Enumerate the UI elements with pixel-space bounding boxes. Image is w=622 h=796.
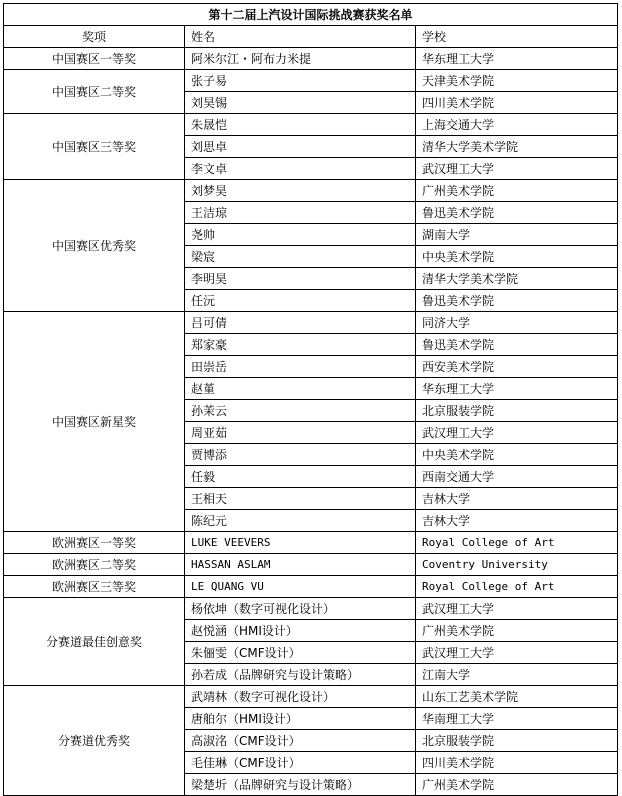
name-cell: 张子易	[185, 70, 416, 92]
name-cell: 吕可倩	[185, 312, 416, 334]
name-cell: 刘梦昊	[185, 180, 416, 202]
school-cell: 西安美术学院	[416, 356, 618, 378]
school-cell: 同济大学	[416, 312, 618, 334]
table-row	[4, 312, 618, 334]
school-cell: 天津美术学院	[416, 70, 618, 92]
school-cell: 四川美术学院	[416, 752, 618, 774]
name-cell: 梁楚圻（品牌研究与设计策略）	[185, 774, 416, 796]
award-cell: 欧洲赛区二等奖	[4, 554, 185, 576]
header-school: 学校	[416, 26, 618, 48]
name-cell: HASSAN ASLAM	[185, 554, 416, 576]
school-cell: 吉林大学	[416, 488, 618, 510]
school-cell: 上海交通大学	[416, 114, 618, 136]
name-cell: 阿米尔江・阿布力米提	[185, 48, 416, 70]
name-cell: 李文卓	[185, 158, 416, 180]
name-cell: 杨依坤（数字可视化设计）	[185, 598, 416, 620]
school-cell: 武汉理工大学	[416, 642, 618, 664]
school-cell: 清华大学美术学院	[416, 268, 618, 290]
name-cell: LE QUANG VU	[185, 576, 416, 598]
name-cell: 梁宸	[185, 246, 416, 268]
name-cell: 任沅	[185, 290, 416, 312]
award-cell: 中国赛区一等奖	[4, 48, 185, 70]
school-cell: 北京服装学院	[416, 400, 618, 422]
school-cell: 广州美术学院	[416, 774, 618, 796]
name-cell: 周亚茹	[185, 422, 416, 444]
table-row	[4, 598, 618, 620]
header-name: 姓名	[185, 26, 416, 48]
school-cell: 江南大学	[416, 664, 618, 686]
name-cell: 赵悦涵（HMI设计）	[185, 620, 416, 642]
school-cell: 四川美术学院	[416, 92, 618, 114]
name-cell: 李明昊	[185, 268, 416, 290]
school-cell: 湖南大学	[416, 224, 618, 246]
award-cell: 欧洲赛区一等奖	[4, 532, 185, 554]
school-cell: 武汉理工大学	[416, 598, 618, 620]
table-title: 第十二届上汽设计国际挑战赛获奖名单	[4, 4, 618, 26]
school-cell: Coventry University	[416, 554, 618, 576]
name-cell: 高淑洺（CMF设计）	[185, 730, 416, 752]
school-cell: 中央美术学院	[416, 246, 618, 268]
title-row	[4, 4, 618, 26]
award-cell: 中国赛区新星奖	[4, 312, 185, 532]
table-row	[4, 180, 618, 202]
award-cell: 欧洲赛区三等奖	[4, 576, 185, 598]
header-row	[4, 26, 618, 48]
award-cell: 中国赛区二等奖	[4, 70, 185, 114]
name-cell: 唐舶尔（HMI设计）	[185, 708, 416, 730]
school-cell: 鲁迅美术学院	[416, 290, 618, 312]
award-cell: 分赛道优秀奖	[4, 686, 185, 796]
table-body	[4, 48, 618, 796]
school-cell: 武汉理工大学	[416, 158, 618, 180]
school-cell: 西南交通大学	[416, 466, 618, 488]
table-row	[4, 114, 618, 136]
name-cell: 田崇岳	[185, 356, 416, 378]
table-row	[4, 686, 618, 708]
school-cell: 武汉理工大学	[416, 422, 618, 444]
school-cell: Royal College of Art	[416, 576, 618, 598]
name-cell: 刘昊锡	[185, 92, 416, 114]
school-cell: 清华大学美术学院	[416, 136, 618, 158]
name-cell: 毛佳琳（CMF设计）	[185, 752, 416, 774]
name-cell: 孙若成（品牌研究与设计策略）	[185, 664, 416, 686]
name-cell: 贾博添	[185, 444, 416, 466]
name-cell: LUKE VEEVERS	[185, 532, 416, 554]
name-cell: 孙茉云	[185, 400, 416, 422]
table-row	[4, 48, 618, 70]
table-row	[4, 70, 618, 92]
school-cell: Royal College of Art	[416, 532, 618, 554]
name-cell: 朱晟恺	[185, 114, 416, 136]
name-cell: 刘思卓	[185, 136, 416, 158]
table-row	[4, 576, 618, 598]
school-cell: 吉林大学	[416, 510, 618, 532]
name-cell: 赵堇	[185, 378, 416, 400]
school-cell: 中央美术学院	[416, 444, 618, 466]
award-cell: 中国赛区三等奖	[4, 114, 185, 180]
school-cell: 华东理工大学	[416, 48, 618, 70]
name-cell: 任毅	[185, 466, 416, 488]
school-cell: 广州美术学院	[416, 620, 618, 642]
school-cell: 广州美术学院	[416, 180, 618, 202]
name-cell: 朱俪雯（CMF设计）	[185, 642, 416, 664]
name-cell: 郑家豪	[185, 334, 416, 356]
name-cell: 王相天	[185, 488, 416, 510]
table-row	[4, 554, 618, 576]
school-cell: 华南理工大学	[416, 708, 618, 730]
header-award: 奖项	[4, 26, 185, 48]
name-cell: 武靖林（数字可视化设计）	[185, 686, 416, 708]
school-cell: 鲁迅美术学院	[416, 202, 618, 224]
winners-table	[3, 3, 618, 796]
name-cell: 尧帅	[185, 224, 416, 246]
school-cell: 北京服装学院	[416, 730, 618, 752]
name-cell: 王洁琼	[185, 202, 416, 224]
school-cell: 鲁迅美术学院	[416, 334, 618, 356]
school-cell: 山东工艺美术学院	[416, 686, 618, 708]
name-cell: 陈纪元	[185, 510, 416, 532]
school-cell: 华东理工大学	[416, 378, 618, 400]
award-cell: 分赛道最佳创意奖	[4, 598, 185, 686]
award-cell: 中国赛区优秀奖	[4, 180, 185, 312]
table-row	[4, 532, 618, 554]
